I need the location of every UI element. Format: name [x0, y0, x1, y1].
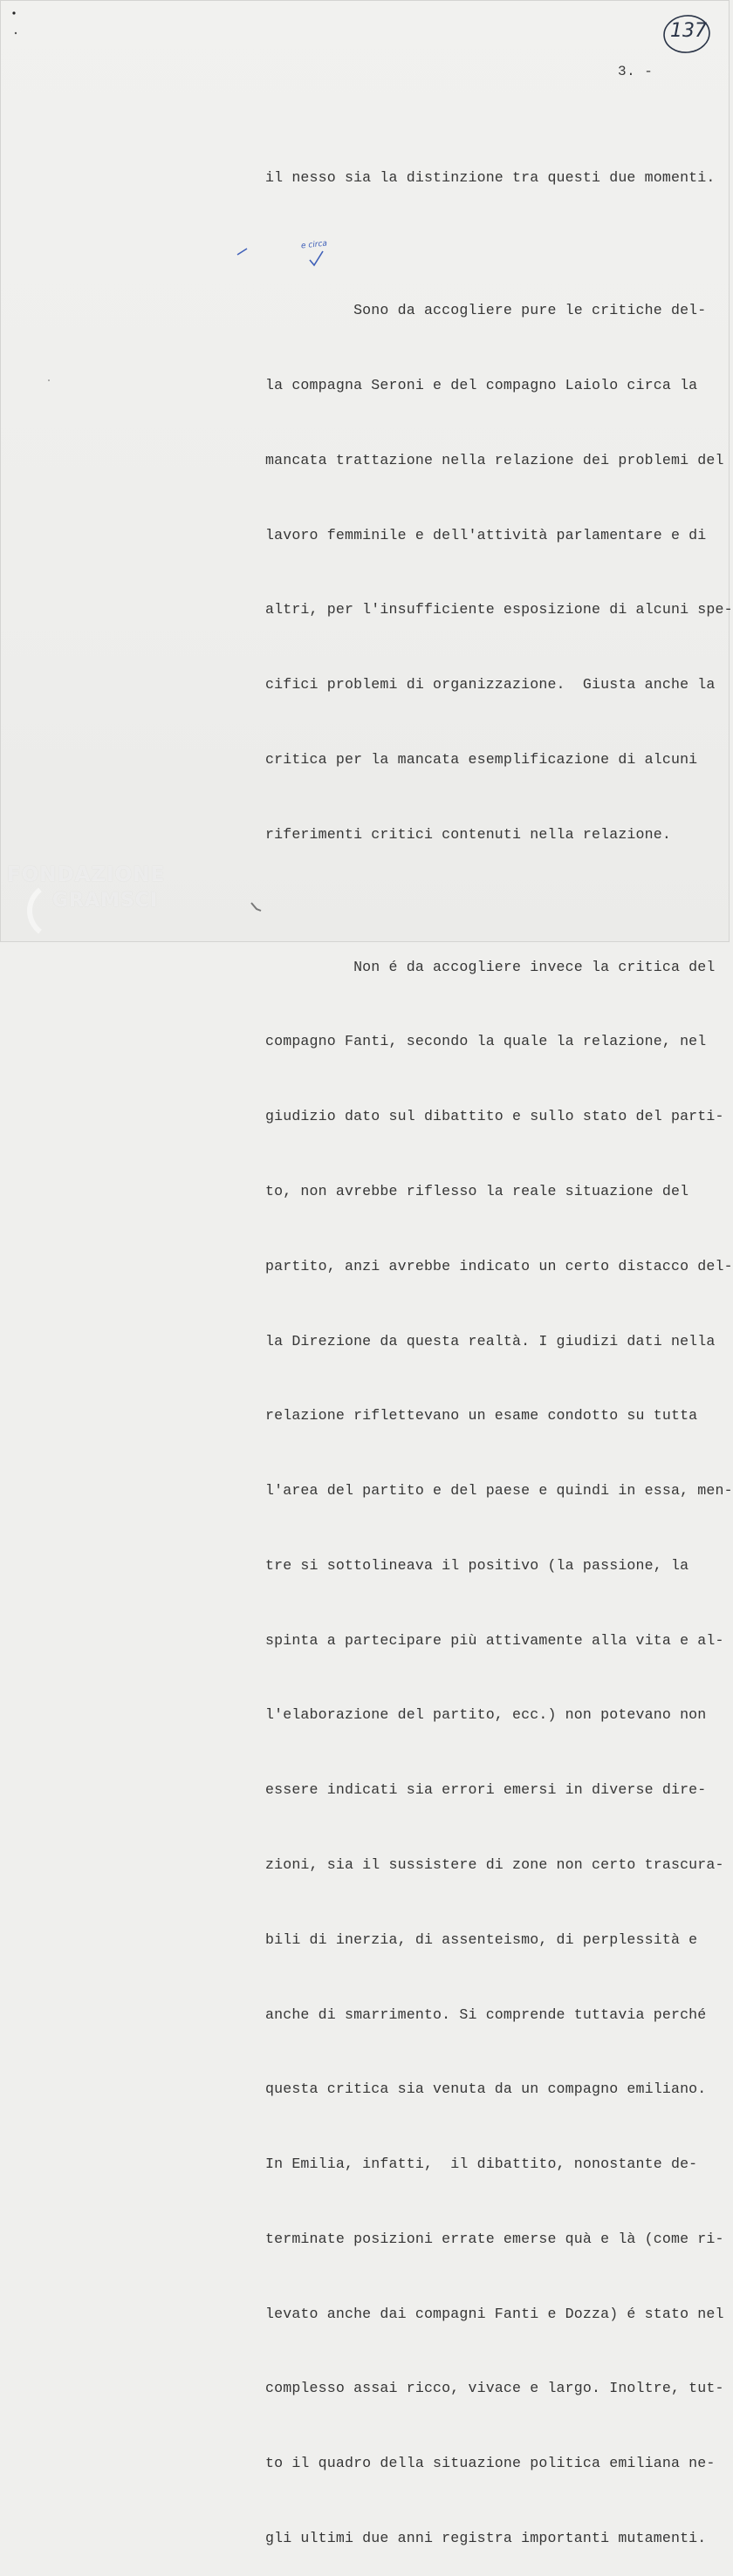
text-line: anche di smarrimento. Si comprende tuttavia perché: [265, 2005, 707, 2023]
text-line: levato anche dai compagni Fanti e Dozza) é stato nel: [265, 2305, 724, 2322]
watermark-line1: FONDAZIONE: [7, 864, 166, 886]
text-line: In Emilia, infatti, il dibattito, nonostante de-: [265, 2156, 698, 2173]
text-line: il nesso sia la distinzione tra questi due momenti.: [265, 169, 716, 187]
text-line: to il quadro della situazione politica emiliana ne-: [265, 2455, 716, 2472]
typed-body: [265, 116, 733, 2576]
text-line: la compagna Seroni e del compagno Laiolo circa la: [265, 376, 698, 393]
text-line: cifici problemi di organizzazione. Giusta anche la: [265, 676, 716, 694]
text-line: Sono da accogliere pure le critiche del-: [265, 302, 707, 319]
text-line: giudizio dato sul dibattito e sullo stato del parti-: [265, 1108, 724, 1125]
text-line: questa critica sia venuta da un compagno emiliano.: [265, 2081, 707, 2098]
paragraph-gap: [265, 241, 719, 249]
watermark-line2: GRAMSCI: [52, 890, 159, 912]
text-line: altri, per l'insufficiente esposizione di alcuni spe-: [265, 601, 733, 618]
handwritten-insertion: e circa: [300, 239, 328, 251]
text-line: Non é da accogliere invece la critica del: [265, 958, 716, 975]
text-line: complesso assai ricco, vivace e largo. Inoltre, tut-: [265, 2380, 724, 2397]
margin-tick-icon: [236, 246, 250, 256]
text-line: terminate posizioni errate emerse quà e là (come ri-: [265, 2230, 724, 2247]
text-line: la Direzione da questa realtà. I giudizi dati nella: [265, 1332, 716, 1349]
paragraph-gap: [265, 897, 719, 905]
page-number: 3. -: [618, 64, 654, 79]
text-line: l'elaborazione del partito, ecc.) non potevano non: [265, 1706, 707, 1724]
text-line: l'area del partito e del paese e quindi in essa, men-: [265, 1482, 733, 1500]
text-line: tre si sottolineava il positivo (la passione, la: [265, 1556, 689, 1574]
text-line: bili di inerzia, di assenteismo, di perplessità e: [265, 1930, 698, 1948]
text-line: mancata trattazione nella relazione dei problemi del: [265, 451, 724, 468]
text-line: lavoro femminile e dell'attività parlamentare e di: [265, 526, 707, 543]
scan-speck: [249, 900, 266, 914]
folio-number: 137: [670, 20, 707, 42]
text-line: to, non avrebbe riflesso la reale situazione del: [265, 1182, 689, 1199]
text-line: gli ultimi due anni registra importanti mutamenti.: [265, 2530, 707, 2546]
scan-speck: [45, 377, 54, 386]
text-line: essere indicati sia errori emersi in diverse dire-: [265, 1781, 707, 1799]
text-line: critica per la mancata esemplificazione di alcuni: [265, 750, 698, 768]
scan-speck: [10, 10, 28, 37]
text-line: compagno Fanti, secondo la quale la relazione, nel: [265, 1033, 707, 1050]
text-line: riferimenti critici contenuti nella relazione.: [265, 825, 671, 843]
text-line: spinta a partecipare più attivamente alla vita e al-: [265, 1631, 724, 1649]
text-line: partito, anzi avrebbe indicato un certo distacco del-: [265, 1257, 733, 1274]
text-line: relazione riflettevano un esame condotto su tutta: [265, 1407, 698, 1425]
text-line: zioni, sia il sussistere di zone non certo trascura-: [265, 1855, 724, 1873]
